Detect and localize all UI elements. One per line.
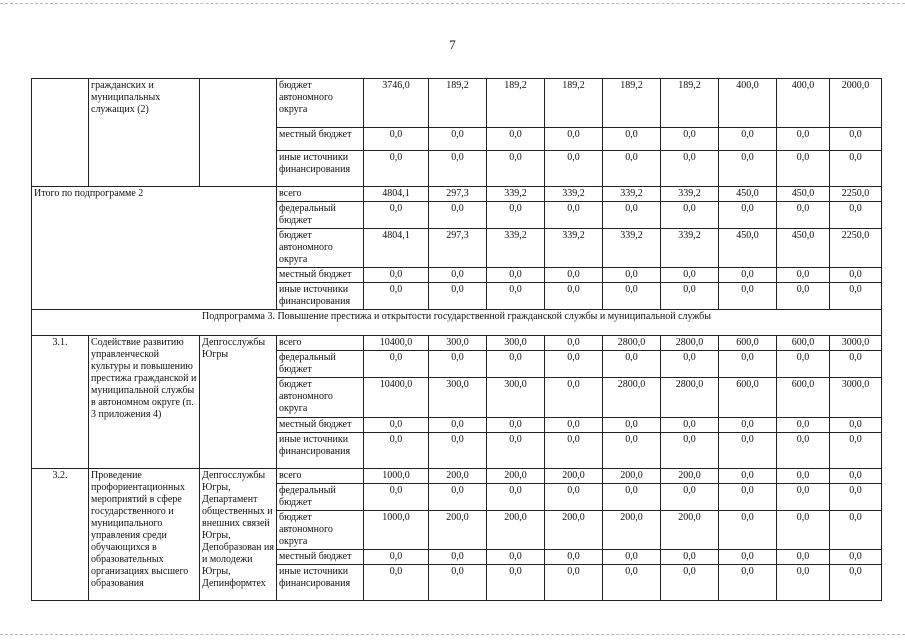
cell-value: 339,2 [487,187,545,202]
cell-value: 0,0 [777,469,830,484]
cell-value: 0,0 [719,433,777,469]
cell-value: 0,0 [364,484,429,511]
cell-value: 2800,0 [603,378,661,418]
cell-num: 3.2. [32,469,89,601]
table-row [32,336,882,351]
table-body [32,79,882,601]
cell-source: местный бюджет [277,418,364,433]
cell-value: 0,0 [429,268,487,283]
cell-value: 0,0 [545,283,603,310]
cell-value: 0,0 [545,433,603,469]
cell-value: 2800,0 [661,378,719,418]
cell-value: 0,0 [830,469,882,484]
cell-value: 0,0 [429,418,487,433]
scan-edge-top [0,3,905,4]
cell-value: 0,0 [603,433,661,469]
cell-value: 450,0 [777,187,830,202]
cell-value: 0,0 [487,418,545,433]
cell-value: 0,0 [830,550,882,565]
cell-value: 0,0 [603,550,661,565]
cell-value: 0,0 [545,128,603,151]
cell-value: 0,0 [661,565,719,601]
budget-table [31,78,882,601]
cell-value: 0,0 [830,511,882,550]
cell-value: 0,0 [545,351,603,378]
cell-value: 339,2 [545,187,603,202]
cell-value: 0,0 [429,128,487,151]
table-row [32,469,882,484]
cell-value: 189,2 [545,79,603,128]
cell-value: 0,0 [719,469,777,484]
cell-value: 600,0 [719,378,777,418]
cell-value: 0,0 [429,351,487,378]
cell-value: 0,0 [487,128,545,151]
cell-value: 0,0 [487,151,545,187]
cell-value: 200,0 [661,469,719,484]
cell-value: 0,0 [830,202,882,229]
cell-value: 297,3 [429,187,487,202]
cell-value: 0,0 [487,550,545,565]
cell-source: федеральный бюджет [277,202,364,229]
cell-value: 0,0 [719,484,777,511]
cell-value: 10400,0 [364,336,429,351]
cell-value: 0,0 [487,565,545,601]
cell-value: 0,0 [830,484,882,511]
cell-value: 0,0 [830,268,882,283]
cell-source: бюджет автономного округа [277,378,364,418]
cell-value: 2800,0 [661,336,719,351]
cell-value: 0,0 [777,511,830,550]
cell-value: 0,0 [661,202,719,229]
cell-num [32,79,89,187]
cell-value: 0,0 [661,151,719,187]
cell-value: 600,0 [719,336,777,351]
cell-value: 0,0 [364,283,429,310]
cell-value: 189,2 [429,79,487,128]
cell-value: 0,0 [364,151,429,187]
cell-value: 0,0 [603,351,661,378]
cell-value: 0,0 [487,202,545,229]
cell-value: 0,0 [429,202,487,229]
cell-value: 2250,0 [830,187,882,202]
cell-value: 0,0 [603,128,661,151]
cell-value: 4804,1 [364,187,429,202]
cell-value: 0,0 [545,484,603,511]
cell-source: всего [277,469,364,484]
cell-value: 2000,0 [830,79,882,128]
cell-value: 189,2 [603,79,661,128]
cell-value: 3000,0 [830,336,882,351]
cell-value: 0,0 [545,202,603,229]
cell-value: 0,0 [719,128,777,151]
cell-num: 3.1. [32,336,89,469]
cell-value: 0,0 [777,128,830,151]
cell-value: 0,0 [603,283,661,310]
cell-source: иные источники финансирования [277,151,364,187]
cell-value: 300,0 [429,378,487,418]
cell-measure: Проведение профориентационных мероприятий в сфере государственного и муниципального управления среди обучающихся в образовательных организациях высшего образования [89,469,200,601]
cell-value: 450,0 [719,229,777,268]
cell-value: 0,0 [364,268,429,283]
cell-value: 400,0 [777,79,830,128]
cell-value: 0,0 [429,283,487,310]
cell-value: 200,0 [429,469,487,484]
cell-source: бюджет автономного округа [277,229,364,268]
cell-value: 0,0 [777,484,830,511]
cell-value: 10400,0 [364,378,429,418]
cell-executor: Депгосслужбы Югры, Департамент общественных и внешних связей Югры, Депобразован ия и молодежи Югры, Депинформтех [200,469,277,601]
cell-source: иные источники финансирования [277,565,364,601]
cell-value: 0,0 [719,202,777,229]
cell-value: 0,0 [777,268,830,283]
cell-value: 0,0 [545,565,603,601]
cell-value: 200,0 [487,469,545,484]
cell-value: 0,0 [661,418,719,433]
cell-value: 0,0 [719,565,777,601]
cell-value: 0,0 [830,283,882,310]
cell-executor [200,79,277,187]
cell-value: 0,0 [487,433,545,469]
cell-value: 339,2 [603,229,661,268]
cell-value: 0,0 [777,351,830,378]
table-row [32,187,882,202]
cell-value: 200,0 [603,511,661,550]
cell-value: 0,0 [364,202,429,229]
cell-value: 3000,0 [830,378,882,418]
cell-source: местный бюджет [277,128,364,151]
cell-value: 339,2 [603,187,661,202]
cell-value: 0,0 [719,151,777,187]
cell-value: 4804,1 [364,229,429,268]
cell-value: 0,0 [719,550,777,565]
table-row [32,79,882,128]
cell-executor: Депгосслужбы Югры [200,336,277,469]
cell-value: 0,0 [364,565,429,601]
cell-value: 0,0 [487,484,545,511]
cell-value: 0,0 [719,351,777,378]
cell-value: 0,0 [661,351,719,378]
cell-value: 0,0 [603,418,661,433]
cell-value: 0,0 [603,202,661,229]
cell-value: 0,0 [364,128,429,151]
cell-value: 297,3 [429,229,487,268]
cell-value: 3746,0 [364,79,429,128]
cell-value: 0,0 [777,433,830,469]
cell-value: 0,0 [487,268,545,283]
scan-edge-bottom [0,634,905,635]
cell-value: 0,0 [661,283,719,310]
cell-value: 0,0 [487,351,545,378]
cell-value: 0,0 [661,550,719,565]
cell-value: 1000,0 [364,511,429,550]
cell-value: 0,0 [830,418,882,433]
cell-source: иные источники финансирования [277,283,364,310]
cell-value: 2250,0 [830,229,882,268]
cell-value: 0,0 [830,433,882,469]
page-number: 7 [449,37,456,52]
cell-value: 0,0 [777,565,830,601]
cell-value: 0,0 [719,511,777,550]
cell-value: 200,0 [603,469,661,484]
cell-value: 339,2 [661,187,719,202]
cell-value: 0,0 [661,484,719,511]
cell-value: 0,0 [545,268,603,283]
cell-value: 0,0 [364,351,429,378]
cell-value: 0,0 [830,565,882,601]
cell-value: 0,0 [661,268,719,283]
cell-source: всего [277,336,364,351]
cell-value: 0,0 [545,336,603,351]
cell-value: 0,0 [603,268,661,283]
cell-value: 200,0 [545,469,603,484]
cell-value: 300,0 [429,336,487,351]
cell-source: федеральный бюджет [277,351,364,378]
cell-source: бюджет автономного округа [277,511,364,550]
cell-value: 189,2 [661,79,719,128]
cell-measure: Содействие развитию управленческой культуры и повышению престижа гражданской и муниципальной службы в автономном округе (п. 3 приложения 4) [89,336,200,469]
cell-value: 0,0 [429,550,487,565]
subprogram-total-label: Итого по подпрограмме 2 [32,187,277,310]
cell-value: 450,0 [719,187,777,202]
cell-value: 0,0 [364,418,429,433]
cell-value: 0,0 [487,283,545,310]
cell-source: местный бюджет [277,268,364,283]
cell-value: 0,0 [364,433,429,469]
cell-measure: гражданских и муниципальных служащих (2) [89,79,200,187]
cell-source: федеральный бюджет [277,484,364,511]
cell-value: 0,0 [777,202,830,229]
cell-value: 0,0 [429,433,487,469]
cell-value: 0,0 [777,283,830,310]
subprogram-3-title: Подпрограмма 3. Повышение престижа и открытости государственной гражданской службы и муниципальной службы [32,310,882,336]
cell-value: 0,0 [777,418,830,433]
cell-value: 200,0 [661,511,719,550]
cell-value: 600,0 [777,336,830,351]
cell-value: 1000,0 [364,469,429,484]
cell-value: 200,0 [545,511,603,550]
cell-value: 0,0 [429,565,487,601]
cell-source: всего [277,187,364,202]
cell-value: 300,0 [487,378,545,418]
cell-value: 339,2 [487,229,545,268]
cell-value: 0,0 [603,151,661,187]
cell-value: 189,2 [487,79,545,128]
cell-value: 0,0 [429,151,487,187]
cell-value: 0,0 [830,151,882,187]
cell-value: 0,0 [603,565,661,601]
cell-value: 0,0 [719,283,777,310]
cell-value: 0,0 [830,128,882,151]
cell-value: 0,0 [545,378,603,418]
cell-value: 0,0 [830,351,882,378]
cell-value: 400,0 [719,79,777,128]
cell-value: 450,0 [777,229,830,268]
cell-source: местный бюджет [277,550,364,565]
cell-value: 0,0 [429,484,487,511]
cell-value: 0,0 [545,550,603,565]
cell-value: 0,0 [777,550,830,565]
cell-value: 0,0 [661,128,719,151]
cell-value: 0,0 [545,151,603,187]
cell-value: 600,0 [777,378,830,418]
cell-value: 0,0 [603,484,661,511]
cell-value: 339,2 [545,229,603,268]
cell-value: 0,0 [777,151,830,187]
cell-value: 339,2 [661,229,719,268]
cell-source: иные источники финансирования [277,433,364,469]
cell-value: 0,0 [364,550,429,565]
cell-value: 200,0 [487,511,545,550]
cell-value: 300,0 [487,336,545,351]
cell-value: 0,0 [545,418,603,433]
table-row [32,310,882,336]
cell-value: 200,0 [429,511,487,550]
cell-value: 2800,0 [603,336,661,351]
cell-value: 0,0 [719,268,777,283]
cell-source: бюджет автономного округа [277,79,364,128]
cell-value: 0,0 [661,433,719,469]
cell-value: 0,0 [719,418,777,433]
